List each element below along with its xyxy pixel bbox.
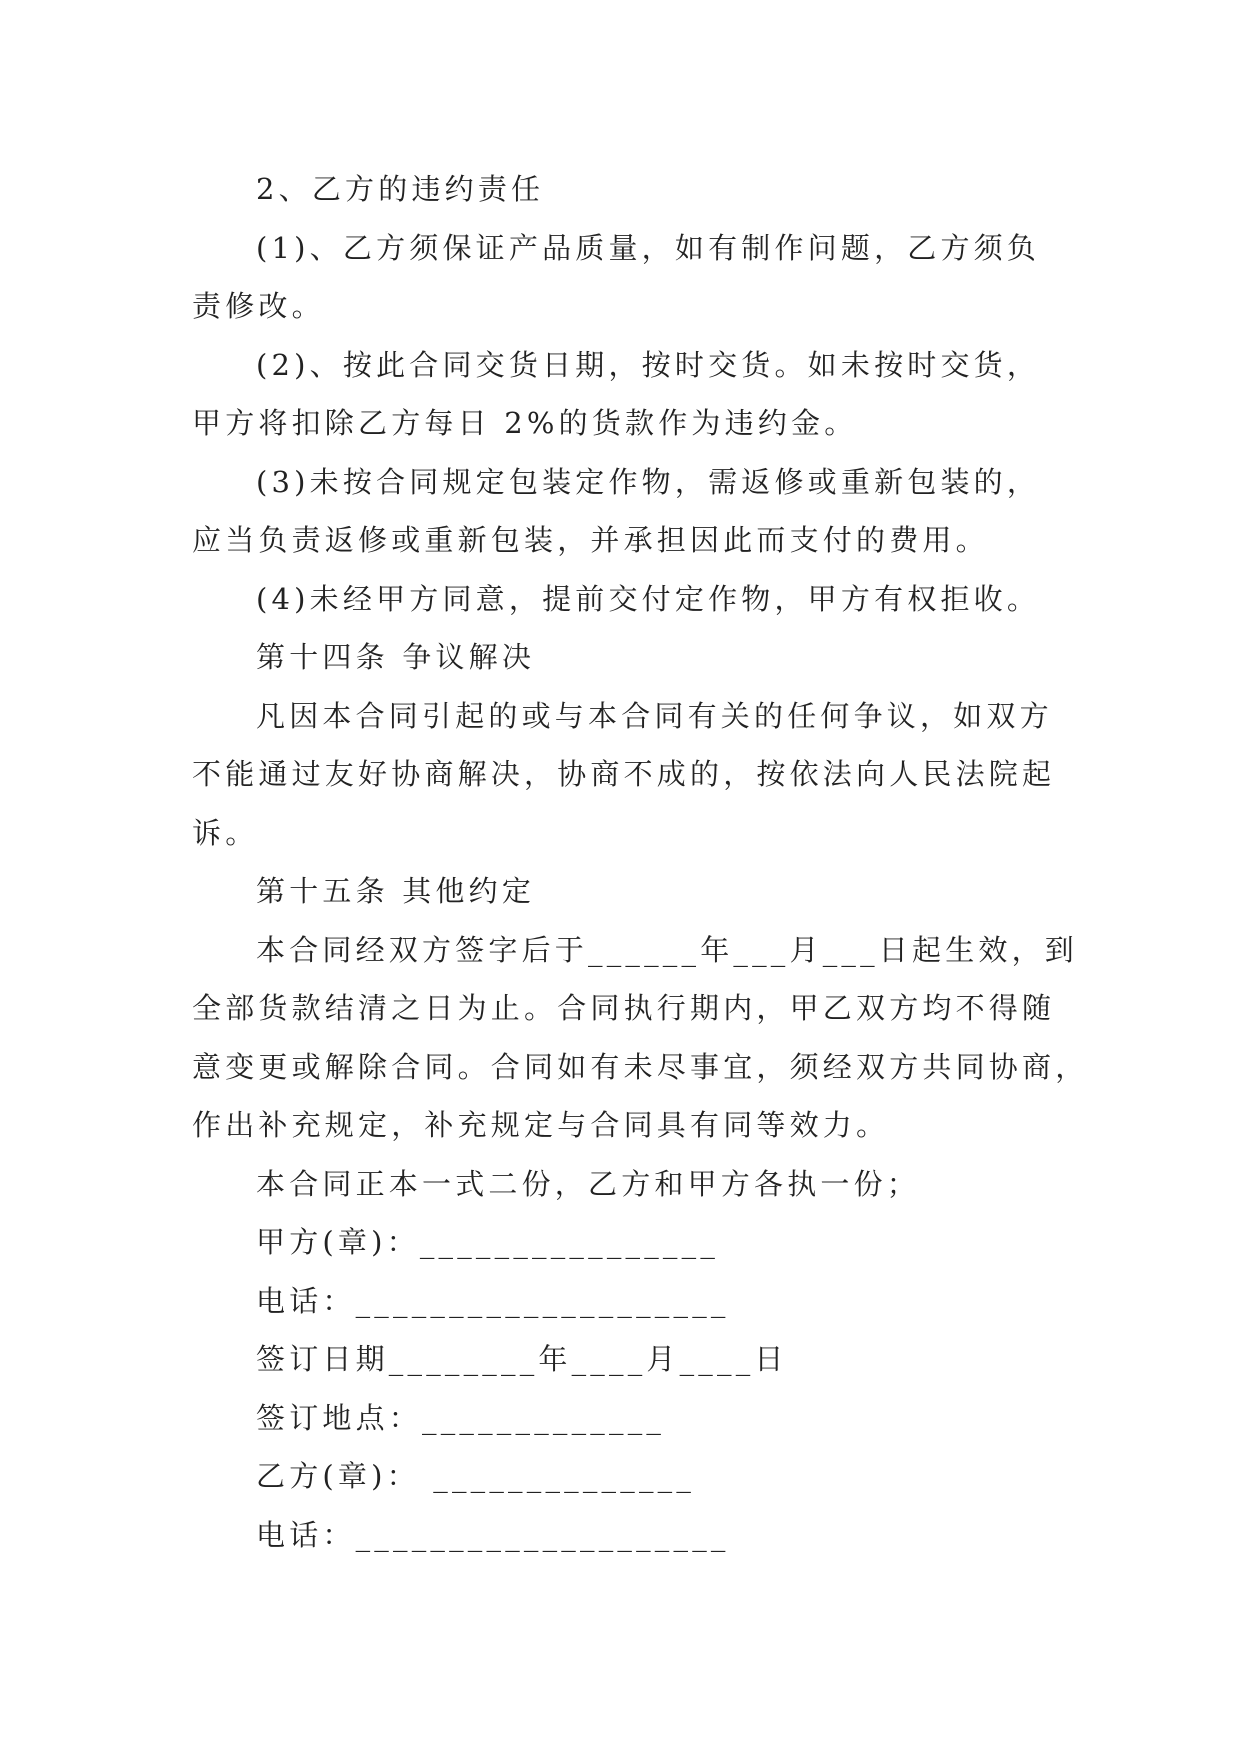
paragraph-line: (1)、乙方须保证产品质量，如有制作问题，乙方须负 — [256, 230, 1041, 265]
paragraph-line: 不能通过友好协商解决，协商不成的，按依法向人民法院起 — [192, 757, 1056, 791]
signing-date-field: 签订日期________年____月____日 — [256, 1342, 788, 1376]
copies-statement: 本合同正本一式二份，乙方和甲方各执一份； — [256, 1166, 921, 1201]
paragraph-line: (4)未经甲方同意，提前交付定作物，甲方有权拒收。 — [256, 581, 1041, 616]
party-a-phone-field: 电话：____________________ — [256, 1283, 730, 1318]
paragraph-line: (3)未按合同规定包装定作物，需返修或重新包装的， — [256, 464, 1041, 499]
paragraph-line: 作出补充规定，补充规定与合同具有同等效力。 — [192, 1108, 890, 1142]
signing-place-field: 签订地点：_____________ — [256, 1400, 666, 1435]
article-15-heading: 第十五条 其他约定 — [256, 874, 536, 908]
paragraph-line: 诉。 — [192, 815, 259, 850]
paragraph-line: (2)、按此合同交货日期，按时交货。如未按时交货， — [256, 347, 1041, 382]
paragraph-line: 意变更或解除合同。合同如有未尽事宜，须经双方共同协商， — [192, 1049, 1089, 1084]
party-a-seal-field: 甲方(章)：________________ — [256, 1225, 720, 1259]
clause-heading-breach-party-b: 2、乙方的违约责任 — [256, 172, 545, 206]
paragraph-line: 本合同经双方签字后于______年___月___日起生效，到 — [256, 932, 1079, 967]
party-b-phone-field: 电话：____________________ — [256, 1517, 730, 1552]
paragraph-line: 全部货款结清之日为止。合同执行期内，甲乙双方均不得随 — [192, 991, 1056, 1025]
contract-body — [192, 160, 1089, 1564]
paragraph-line: 甲方将扣除乙方每日 2%的货款作为违约金。 — [192, 406, 858, 440]
paragraph-line: 应当负责返修或重新包装，并承担因此而支付的费用。 — [192, 523, 989, 557]
paragraph-line: 责修改。 — [192, 289, 325, 323]
article-14-heading: 第十四条 争议解决 — [256, 640, 536, 674]
paragraph-line: 凡因本合同引起的或与本合同有关的任何争议，如双方 — [256, 698, 1053, 733]
party-b-seal-field: 乙方(章)： ______________ — [256, 1459, 696, 1493]
